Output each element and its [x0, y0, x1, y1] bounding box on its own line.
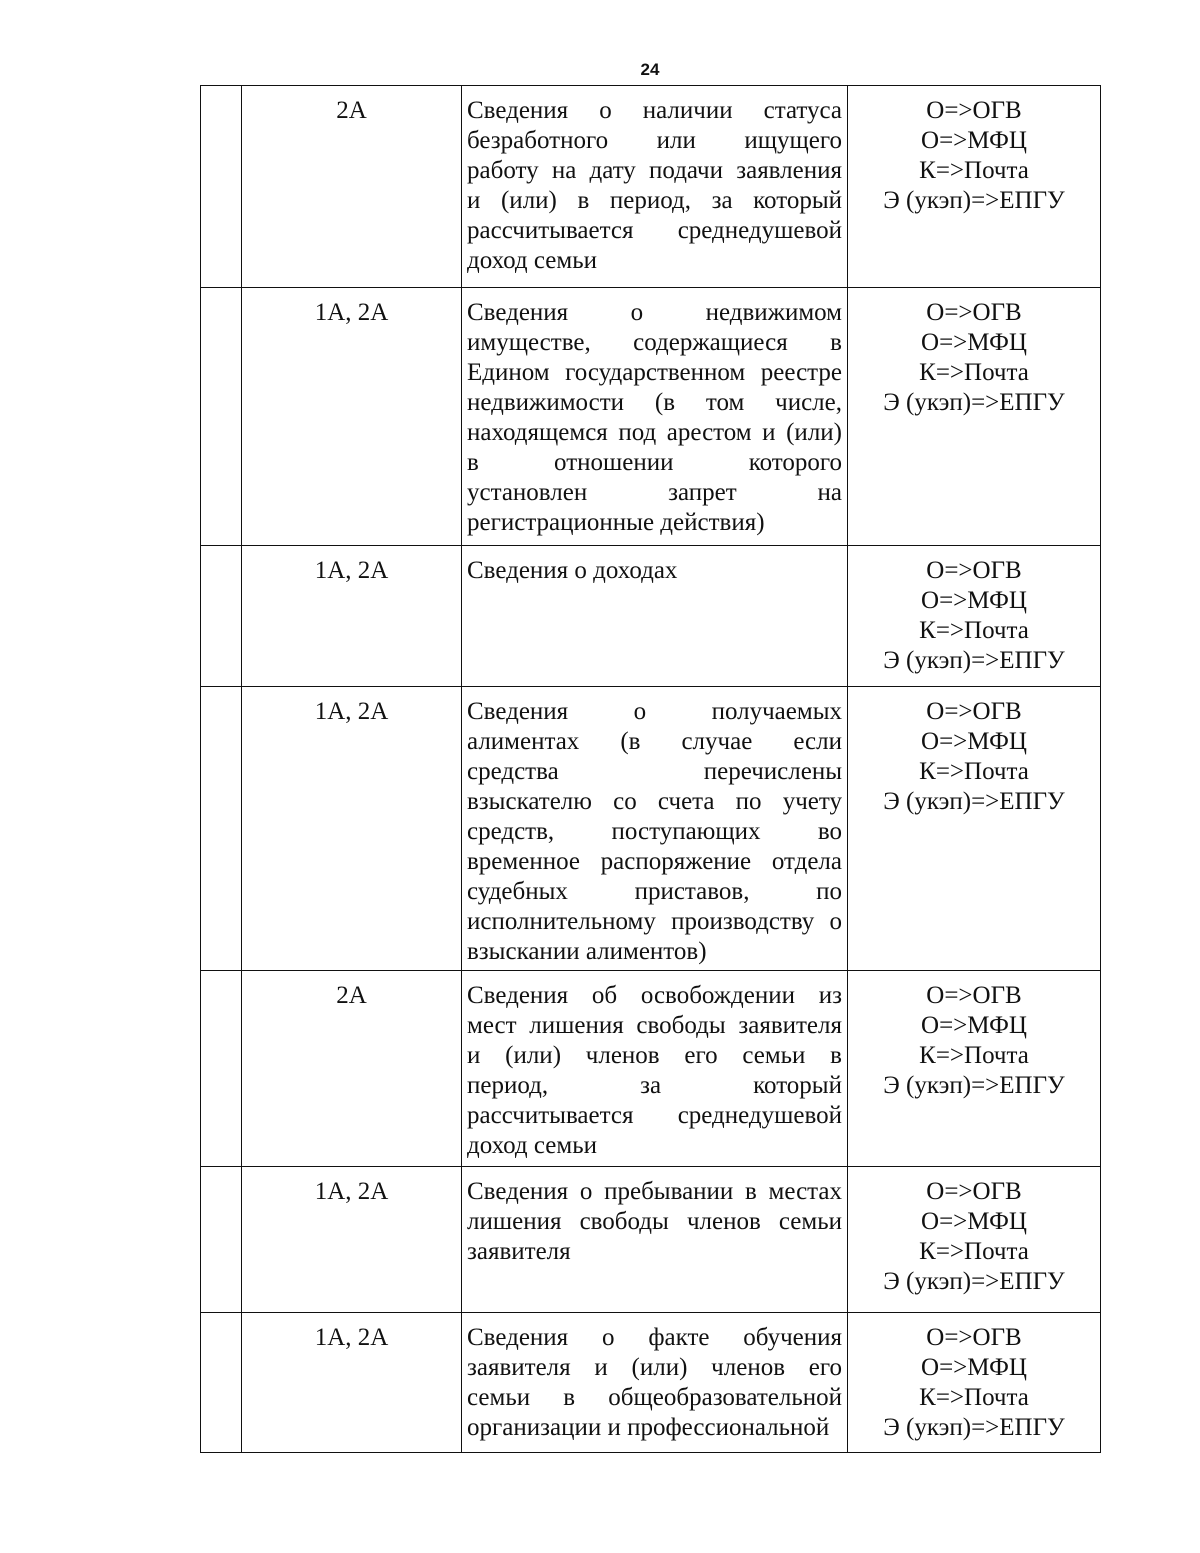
channel-line: О=>МФЦ — [921, 587, 1027, 614]
description-line: безработного или ищущего — [467, 127, 842, 154]
channel-line: О=>ОГВ — [926, 698, 1022, 725]
channel-line: О=>МФЦ — [921, 127, 1027, 154]
channel-line: Э (укэп)=>ЕПГУ — [883, 788, 1065, 815]
channel-line: О=>ОГВ — [926, 299, 1022, 326]
description-line: Сведения о наличии статуса — [467, 97, 842, 124]
channels-cell — [848, 1313, 1101, 1453]
channel-line: Э (укэп)=>ЕПГУ — [883, 389, 1065, 416]
channel-line: К=>Почта — [919, 1238, 1029, 1265]
channel-line: О=>МФЦ — [921, 1354, 1027, 1381]
description-line: мест лишения свободы заявителя — [467, 1012, 842, 1039]
channel-line: К=>Почта — [919, 758, 1029, 785]
empty-cell — [201, 1313, 242, 1453]
description-line: средств, поступающих во — [467, 818, 842, 845]
description-line: Сведения о факте обучения — [467, 1324, 842, 1351]
channel-line: О=>МФЦ — [921, 728, 1027, 755]
channels-cell — [848, 288, 1101, 546]
description-cell — [462, 1167, 848, 1313]
table-row — [201, 86, 1101, 288]
empty-cell — [201, 86, 242, 288]
channel-line: О=>ОГВ — [926, 982, 1022, 1009]
codes-cell: 2А — [242, 86, 462, 288]
channel-line: Э (укэп)=>ЕПГУ — [883, 647, 1065, 674]
description-cell — [462, 687, 848, 971]
description-line: временное распоряжение отдела — [467, 848, 842, 875]
page-number: 24 — [640, 60, 660, 79]
table-row — [201, 1313, 1101, 1453]
description-line: рассчитывается среднедушевой — [467, 1102, 842, 1129]
document-table — [200, 85, 1101, 1453]
description-line: организации и профессиональной — [467, 1414, 830, 1441]
codes-cell: 1А, 2А — [242, 1167, 462, 1313]
description-line: Сведения о доходах — [467, 557, 678, 584]
channel-line: О=>МФЦ — [921, 329, 1027, 356]
channel-line: О=>ОГВ — [926, 97, 1022, 124]
channels-cell — [848, 86, 1101, 288]
empty-cell — [201, 971, 242, 1167]
channel-line: Э (укэп)=>ЕПГУ — [883, 187, 1065, 214]
channel-line: О=>ОГВ — [926, 1178, 1022, 1205]
channel-line: О=>МФЦ — [921, 1012, 1027, 1039]
channel-line: К=>Почта — [919, 617, 1029, 644]
description-line: судебных приставов, по — [467, 878, 842, 905]
channel-line: О=>МФЦ — [921, 1208, 1027, 1235]
channels-cell — [848, 971, 1101, 1167]
description-line: период, за который — [467, 1072, 842, 1099]
channel-line: К=>Почта — [919, 1042, 1029, 1069]
description-line: регистрационные действия) — [467, 509, 765, 536]
description-line: рассчитывается среднедушевой — [467, 217, 842, 244]
codes-cell: 1А, 2А — [242, 1313, 462, 1453]
channels-cell — [848, 1167, 1101, 1313]
table-row — [201, 687, 1101, 971]
description-line: установлен запрет на — [467, 479, 842, 506]
channel-line: О=>ОГВ — [926, 1324, 1022, 1351]
description-line: алиментах (в случае если — [467, 728, 842, 755]
description-line: лишения свободы членов семьи — [467, 1208, 842, 1235]
codes-cell: 1А, 2А — [242, 687, 462, 971]
description-cell — [462, 546, 848, 687]
description-line: в отношении которого — [467, 449, 842, 476]
description-line: имуществе, содержащиеся в — [467, 329, 842, 356]
channel-line: К=>Почта — [919, 1384, 1029, 1411]
channel-line: Э (укэп)=>ЕПГУ — [883, 1414, 1065, 1441]
description-line: доход семьи — [467, 247, 597, 274]
description-line: и (или) в период, за который — [467, 187, 842, 214]
description-line: и (или) членов его семьи в — [467, 1042, 842, 1069]
empty-cell — [201, 546, 242, 687]
codes-cell: 2А — [242, 971, 462, 1167]
description-line: исполнительному производству о — [467, 908, 842, 935]
empty-cell — [201, 1167, 242, 1313]
channel-line: Э (укэп)=>ЕПГУ — [883, 1072, 1065, 1099]
description-line: Сведения об освобождении из — [467, 982, 842, 1009]
channel-line: О=>ОГВ — [926, 557, 1022, 584]
description-line: доход семьи — [467, 1132, 597, 1159]
codes-cell: 1А, 2А — [242, 546, 462, 687]
description-cell — [462, 86, 848, 288]
description-line: Сведения о пребывании в местах — [467, 1178, 842, 1205]
table-row — [201, 1167, 1101, 1313]
table-row — [201, 546, 1101, 687]
description-line: находящемся под арестом и (или) — [467, 419, 842, 446]
description-line: взыскателю со счета по учету — [467, 788, 842, 815]
description-cell — [462, 288, 848, 546]
empty-cell — [201, 687, 242, 971]
description-line: работу на дату подачи заявления — [467, 157, 842, 184]
description-line: Сведения о недвижимом — [467, 299, 842, 326]
description-line: недвижимости (в том числе, — [467, 389, 842, 416]
description-line: взыскании алиментов) — [467, 938, 707, 965]
channel-line: К=>Почта — [919, 359, 1029, 386]
description-line: семьи в общеобразовательной — [467, 1384, 842, 1411]
description-line: средства перечислены — [467, 758, 842, 785]
channels-cell — [848, 546, 1101, 687]
description-line: заявителя — [467, 1238, 571, 1265]
empty-cell — [201, 288, 242, 546]
table-row — [201, 971, 1101, 1167]
channel-line: К=>Почта — [919, 157, 1029, 184]
description-cell — [462, 1313, 848, 1453]
channels-cell — [848, 687, 1101, 971]
description-line: заявителя и (или) членов его — [467, 1354, 842, 1381]
codes-cell: 1А, 2А — [242, 288, 462, 546]
table-row — [201, 288, 1101, 546]
description-line: Сведения о получаемых — [467, 698, 842, 725]
description-line: Едином государственном реестре — [467, 359, 842, 386]
channel-line: Э (укэп)=>ЕПГУ — [883, 1268, 1065, 1295]
description-cell — [462, 971, 848, 1167]
